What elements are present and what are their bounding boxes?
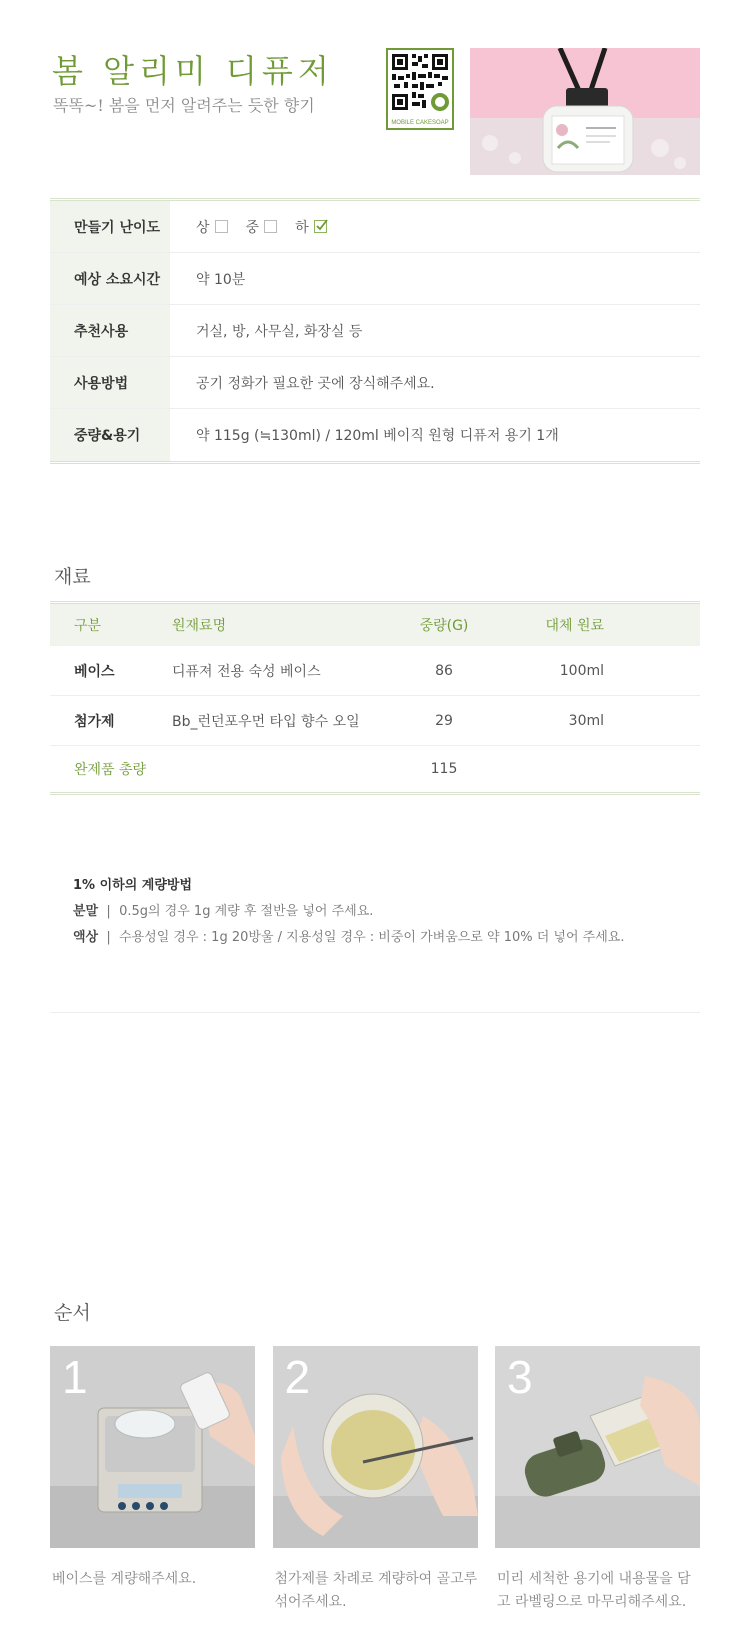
step-number: 2 xyxy=(284,1351,311,1403)
step-text: 베이스를 계량해주세요. xyxy=(52,1571,197,1587)
step-number: 3 xyxy=(507,1351,533,1403)
step-photo xyxy=(273,1346,478,1548)
spec-value: 거실, 방, 사무실, 화장실 등 xyxy=(196,323,363,340)
spec-row-difficulty xyxy=(50,201,700,253)
step-number: 1 xyxy=(62,1351,88,1403)
page-subtitle: 똑똑~! 봄을 먼저 알려주는 듯한 향기 xyxy=(53,96,315,115)
checkbox-empty-icon xyxy=(264,220,277,233)
spec-label: 중량&용기 xyxy=(50,409,170,461)
row-category: 베이스 xyxy=(74,663,115,680)
row-name: Bb_런던포우먼 타입 향수 오일 xyxy=(172,713,360,730)
page-title: 봄 알리미 디퓨저 xyxy=(52,52,334,90)
step-photo xyxy=(495,1346,700,1548)
spec-row-how-to-use xyxy=(50,357,700,409)
spec-table xyxy=(50,198,700,464)
difficulty-low-label: 하 xyxy=(295,219,309,236)
difficulty-high xyxy=(196,217,228,237)
notes-powder-label: 분말 xyxy=(73,904,99,919)
notes-liquid-text: 수용성일 경우 : 1g 20방울 / 지용성일 경우 : 비중이 가벼움으로 약 10% 더 넣어 주세요. xyxy=(119,930,625,945)
notes-liquid xyxy=(73,925,624,951)
col-header-weight: 중량(G) xyxy=(419,618,469,634)
total-label: 완제품 총량 xyxy=(74,762,147,778)
total-weight: 115 xyxy=(430,761,458,777)
steps-title: 순서 xyxy=(54,1302,91,1324)
measuring-notes xyxy=(73,873,624,951)
spec-value: 공기 정화가 필요한 곳에 장식해주세요. xyxy=(196,375,435,392)
spec-row-time xyxy=(50,253,700,305)
table-row xyxy=(50,646,700,696)
difficulty-options xyxy=(170,201,700,252)
difficulty-high-label: 상 xyxy=(196,219,210,236)
col-header-name: 원재료명 xyxy=(172,618,227,634)
step-item xyxy=(273,1346,478,1614)
notes-liquid-label: 액상 xyxy=(73,930,99,945)
materials-header-row xyxy=(50,604,700,646)
notes-title: 1% 이하의 계량방법 xyxy=(73,878,193,893)
qr-label: MOBILE CAKESOAP xyxy=(391,120,449,126)
row-weight: 29 xyxy=(435,712,453,729)
materials-table xyxy=(50,601,700,795)
step-text: 미리 세척한 용기에 내용물을 담고 라벨링으로 마무리해주세요. xyxy=(497,1571,691,1610)
spec-label: 만들기 난이도 xyxy=(50,201,170,252)
difficulty-mid xyxy=(246,217,278,237)
table-row xyxy=(50,696,700,746)
spec-value: 약 115g (≒130ml) / 120ml 베이직 원형 디퓨저 용기 1개 xyxy=(196,428,559,444)
col-header-category: 구분 xyxy=(74,618,102,634)
row-alt: 30ml xyxy=(568,712,604,729)
product-photo xyxy=(470,48,700,175)
spec-row-weight xyxy=(50,409,700,461)
spec-label: 예상 소요시간 xyxy=(50,253,170,304)
difficulty-mid-label: 중 xyxy=(245,219,260,236)
spec-label: 사용방법 xyxy=(50,357,170,408)
materials-title: 재료 xyxy=(54,566,91,588)
notes-separator: | xyxy=(102,930,115,945)
step-photo xyxy=(50,1346,255,1548)
notes-powder xyxy=(73,899,624,925)
notes-powder-text: 0.5g의 경우 1g 계량 후 절반을 넣어 주세요. xyxy=(119,904,374,919)
difficulty-low xyxy=(295,217,327,237)
steps-list xyxy=(50,1346,700,1614)
checkbox-checked-icon xyxy=(314,220,327,233)
page-header xyxy=(0,0,750,190)
step-item xyxy=(495,1346,700,1614)
section-divider xyxy=(50,1012,700,1013)
row-weight: 86 xyxy=(435,662,453,679)
qr-code[interactable] xyxy=(386,48,454,130)
row-category: 첨가제 xyxy=(74,713,115,730)
qr-code-pattern xyxy=(388,50,452,114)
step-item xyxy=(50,1346,255,1614)
notes-separator: | xyxy=(102,904,115,919)
step-text: 첨가제를 차례로 계량하여 골고루 섞어주세요. xyxy=(274,1571,478,1610)
col-header-alt: 대체 원료 xyxy=(545,618,604,634)
row-name: 디퓨져 전용 숙성 베이스 xyxy=(172,663,321,680)
spec-value: 약 10분 xyxy=(196,271,246,288)
checkbox-empty-icon xyxy=(215,220,228,233)
spec-row-usage-place xyxy=(50,305,700,357)
row-alt: 100ml xyxy=(559,662,604,679)
total-row xyxy=(50,746,700,792)
spec-label: 추천사용 xyxy=(50,305,170,356)
